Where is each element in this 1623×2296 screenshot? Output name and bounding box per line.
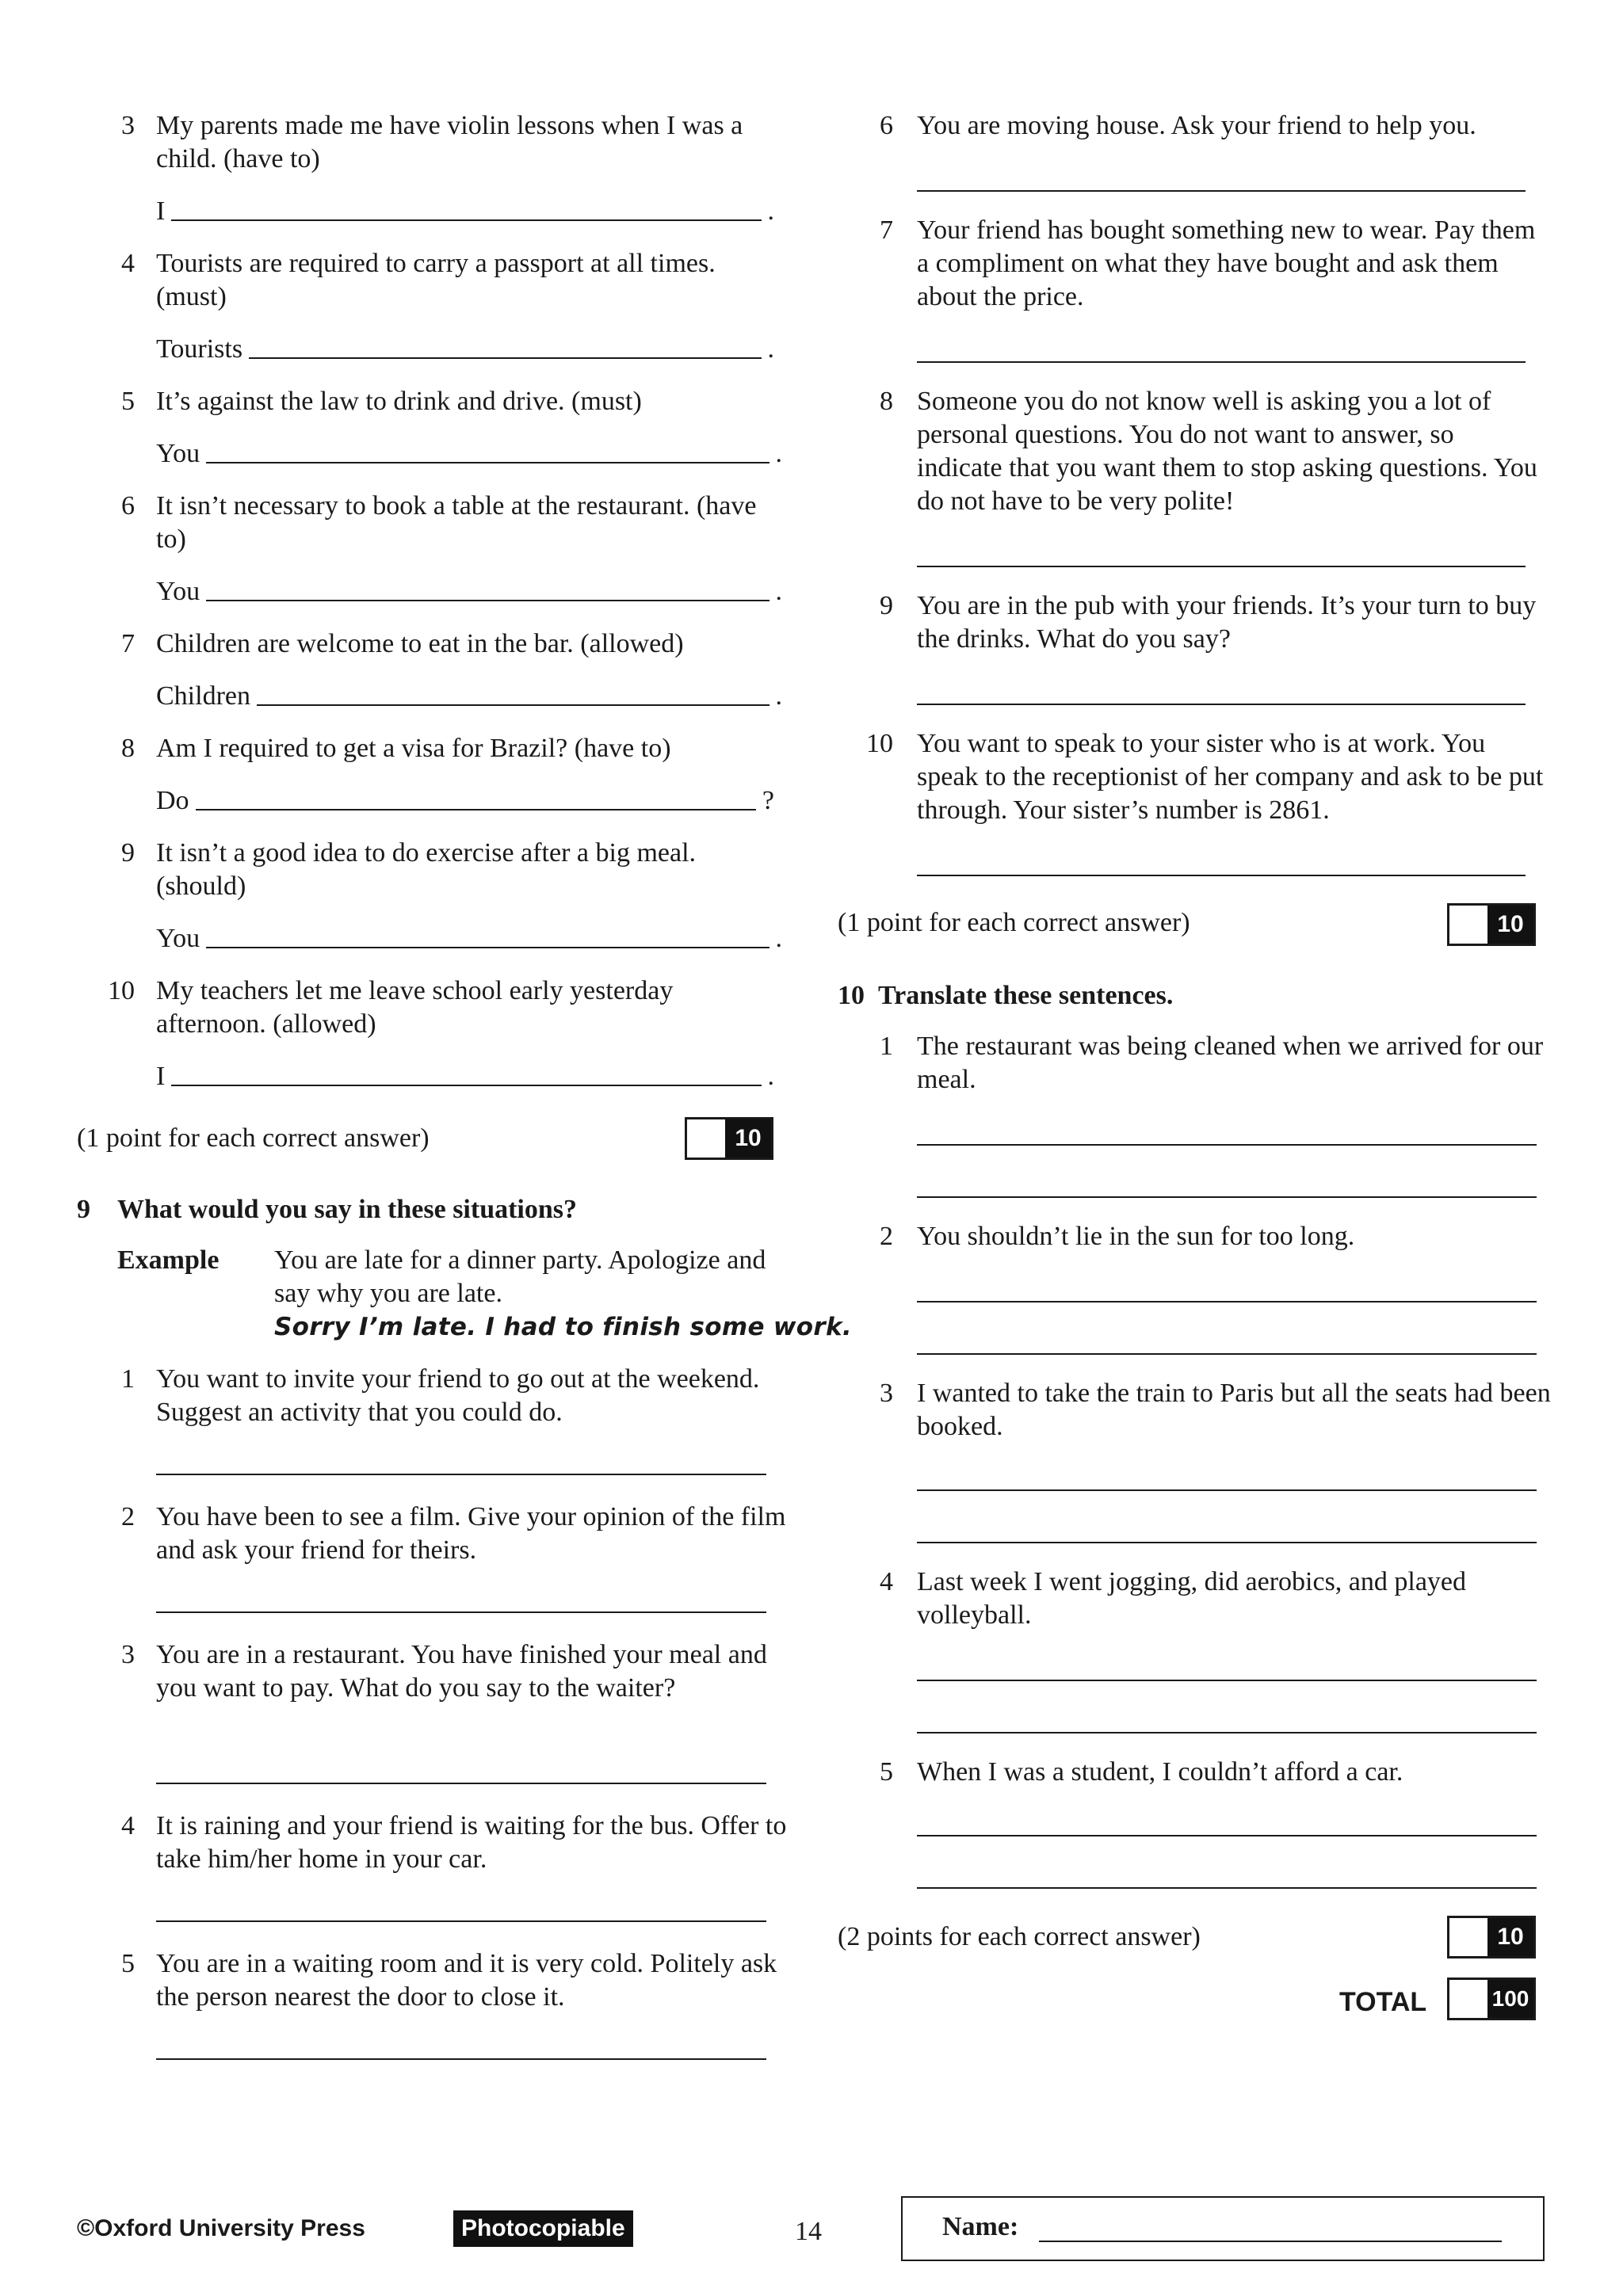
answer-line-situation-1[interactable]: [156, 1474, 766, 1475]
copyright-notice: ©Oxford University Press: [77, 2215, 365, 2241]
answer-line-situation-10[interactable]: [917, 875, 1526, 876]
answer-line-translation-2b[interactable]: [917, 1353, 1537, 1355]
situation-number: 3: [121, 1640, 135, 1669]
example-label: Example: [117, 1245, 220, 1275]
answer-line-item-8[interactable]: [156, 784, 774, 818]
answer-line-item-4[interactable]: [156, 333, 774, 366]
answer-line-situation-4[interactable]: [156, 1920, 766, 1922]
total-score-box: [1447, 1978, 1536, 2020]
situation-prompt: Someone you do not know well is asking you a lot of personal questions. You do not want to answer, so indicate that you want them to stop asking questions. You do not have to be very polite!: [917, 387, 1537, 516]
section8-points-note: (1 point for each correct answer): [77, 1123, 430, 1153]
total-score-value: 100: [1487, 1980, 1533, 2018]
answer-lead: You: [156, 439, 200, 468]
answer-lead: You: [156, 924, 200, 953]
answer-end: .: [775, 681, 782, 711]
section9-score-box: [1447, 903, 1536, 946]
translation-prompt: You shouldn’t lie in the sun for too long.: [917, 1222, 1355, 1251]
score-value: 10: [725, 1119, 771, 1158]
item-number: 6: [121, 491, 135, 521]
page-number: 14: [795, 2217, 822, 2246]
answer-line-situation-9[interactable]: [917, 704, 1526, 705]
answer-lead: Do: [156, 786, 189, 815]
situation-prompt: You want to speak to your sister who is at work. You speak to the receptionist of her company and ask to be put through. Your sister’s number is 2861.: [917, 729, 1544, 825]
answer-line-translation-2a[interactable]: [917, 1301, 1537, 1302]
answer-line-situation-2[interactable]: [156, 1611, 766, 1613]
translation-prompt: I wanted to take the train to Paris but all the seats had been booked.: [917, 1379, 1551, 1441]
section10-title: Translate these sentences.: [878, 981, 1174, 1010]
situation-number: 7: [880, 215, 893, 245]
answer-line-situation-3[interactable]: [156, 1783, 766, 1784]
item-prompt: It isn’t necessary to book a table at the restaurant. (have to): [156, 491, 757, 554]
item-prompt: It isn’t a good idea to do exercise after a big meal. (should): [156, 838, 697, 901]
situation-number: 1: [121, 1364, 135, 1394]
situation-number: 9: [880, 591, 893, 620]
example-prompt: You are late for a dinner party. Apologize and say why you are late.: [274, 1245, 766, 1308]
item-number: 3: [121, 111, 135, 140]
answer-end: .: [767, 334, 774, 364]
answer-end: .: [767, 1062, 774, 1091]
name-box: [901, 2196, 1545, 2261]
answer-lead: I: [156, 1062, 166, 1091]
answer-line-item-9[interactable]: [156, 922, 782, 955]
answer-line-translation-1a[interactable]: [917, 1144, 1537, 1146]
situation-prompt: You are moving house. Ask your friend to help you.: [917, 111, 1476, 140]
situation-number: 2: [121, 1502, 135, 1531]
answer-line-item-3[interactable]: [156, 195, 774, 228]
item-prompt: My teachers let me leave school early yesterday afternoon. (allowed): [156, 976, 674, 1039]
section10-points-note: (2 points for each correct answer): [838, 1922, 1201, 1951]
item-number: 4: [121, 249, 135, 278]
item-number: 8: [121, 734, 135, 763]
answer-line-situation-7[interactable]: [917, 361, 1526, 363]
section8-score-box: [685, 1117, 773, 1160]
situation-prompt: Your friend has bought something new to wear. Pay them a compliment on what they have bought and ask them about the price.: [917, 215, 1536, 311]
situation-number: 4: [121, 1811, 135, 1840]
answer-line-item-5[interactable]: [156, 437, 782, 471]
situation-prompt: It is raining and your friend is waiting for the bus. Offer to take him/her home in your car.: [156, 1811, 787, 1874]
answer-line-situation-5[interactable]: [156, 2058, 766, 2060]
answer-line-translation-3a[interactable]: [917, 1489, 1537, 1491]
name-label: Name:: [942, 2212, 1019, 2241]
translation-prompt: Last week I went jogging, did aerobics, and played volleyball.: [917, 1567, 1467, 1630]
translation-prompt: The restaurant was being cleaned when we arrived for our meal.: [917, 1032, 1544, 1094]
item-prompt: Children are welcome to eat in the bar. (allowed): [156, 629, 684, 658]
answer-end: ?: [762, 786, 774, 815]
item-number: 5: [121, 387, 135, 416]
answer-line-translation-3b[interactable]: [917, 1542, 1537, 1543]
translation-number: 5: [880, 1757, 893, 1787]
section9-points-note: (1 point for each correct answer): [838, 908, 1190, 937]
name-field[interactable]: [1039, 2241, 1502, 2242]
situation-prompt: You are in a waiting room and it is very cold. Politely ask the person nearest the door to close it.: [156, 1949, 777, 2012]
answer-line-item-10[interactable]: [156, 1060, 774, 1093]
answer-lead: Tourists: [156, 334, 243, 364]
situation-number: 10: [866, 729, 893, 758]
score-value: 10: [1487, 906, 1533, 944]
translation-number: 2: [880, 1222, 893, 1251]
answer-end: .: [775, 924, 782, 953]
translation-number: 3: [880, 1379, 893, 1408]
item-prompt: It’s against the law to drink and drive. (must): [156, 387, 642, 416]
answer-line-item-6[interactable]: [156, 575, 782, 608]
example-answer: Sorry I’m late. I had to finish some work.: [274, 1313, 852, 1341]
section9-number: 9: [77, 1195, 90, 1224]
situation-prompt: You are in the pub with your friends. It’s your turn to buy the drinks. What do you say?: [917, 591, 1537, 654]
situation-prompt: You have been to see a film. Give your opinion of the film and ask your friend for theirs.: [156, 1502, 786, 1565]
answer-lead: You: [156, 577, 200, 606]
photocopiable-badge: Photocopiable: [453, 2210, 633, 2247]
item-number: 10: [108, 976, 135, 1005]
answer-line-situation-6[interactable]: [917, 190, 1526, 192]
section10-number: 10: [838, 981, 865, 1010]
answer-lead: Children: [156, 681, 250, 711]
answer-line-item-7[interactable]: [156, 680, 782, 713]
answer-line-translation-5a[interactable]: [917, 1835, 1537, 1836]
situation-number: 8: [880, 387, 893, 416]
answer-line-situation-8[interactable]: [917, 566, 1526, 567]
score-value: 10: [1487, 1918, 1533, 1956]
situation-prompt: You want to invite your friend to go out at the weekend. Suggest an activity that you could do.: [156, 1364, 760, 1427]
translation-number: 4: [880, 1567, 893, 1596]
answer-line-translation-5b[interactable]: [917, 1887, 1537, 1889]
situation-number: 6: [880, 111, 893, 140]
answer-end: .: [775, 577, 782, 606]
section10-score-box: [1447, 1916, 1536, 1958]
answer-end: .: [775, 439, 782, 468]
answer-end: .: [767, 196, 774, 226]
item-number: 9: [121, 838, 135, 868]
situation-prompt: You are in a restaurant. You have finished your meal and you want to pay. What do you say to the waiter?: [156, 1640, 767, 1703]
answer-line-translation-1b[interactable]: [917, 1196, 1537, 1198]
translation-number: 1: [880, 1032, 893, 1061]
situation-number: 5: [121, 1949, 135, 1978]
answer-line-translation-4b[interactable]: [917, 1732, 1537, 1733]
answer-lead: I: [156, 196, 166, 226]
translation-prompt: When I was a student, I couldn’t afford a car.: [917, 1757, 1403, 1787]
item-prompt: My parents made me have violin lessons when I was a child. (have to): [156, 111, 743, 174]
item-prompt: Tourists are required to carry a passport at all times. (must): [156, 249, 716, 311]
item-number: 7: [121, 629, 135, 658]
answer-line-translation-4a[interactable]: [917, 1680, 1537, 1681]
item-prompt: Am I required to get a visa for Brazil? (have to): [156, 734, 671, 763]
total-label: TOTAL: [1339, 1987, 1427, 2017]
section9-title: What would you say in these situations?: [117, 1195, 578, 1224]
